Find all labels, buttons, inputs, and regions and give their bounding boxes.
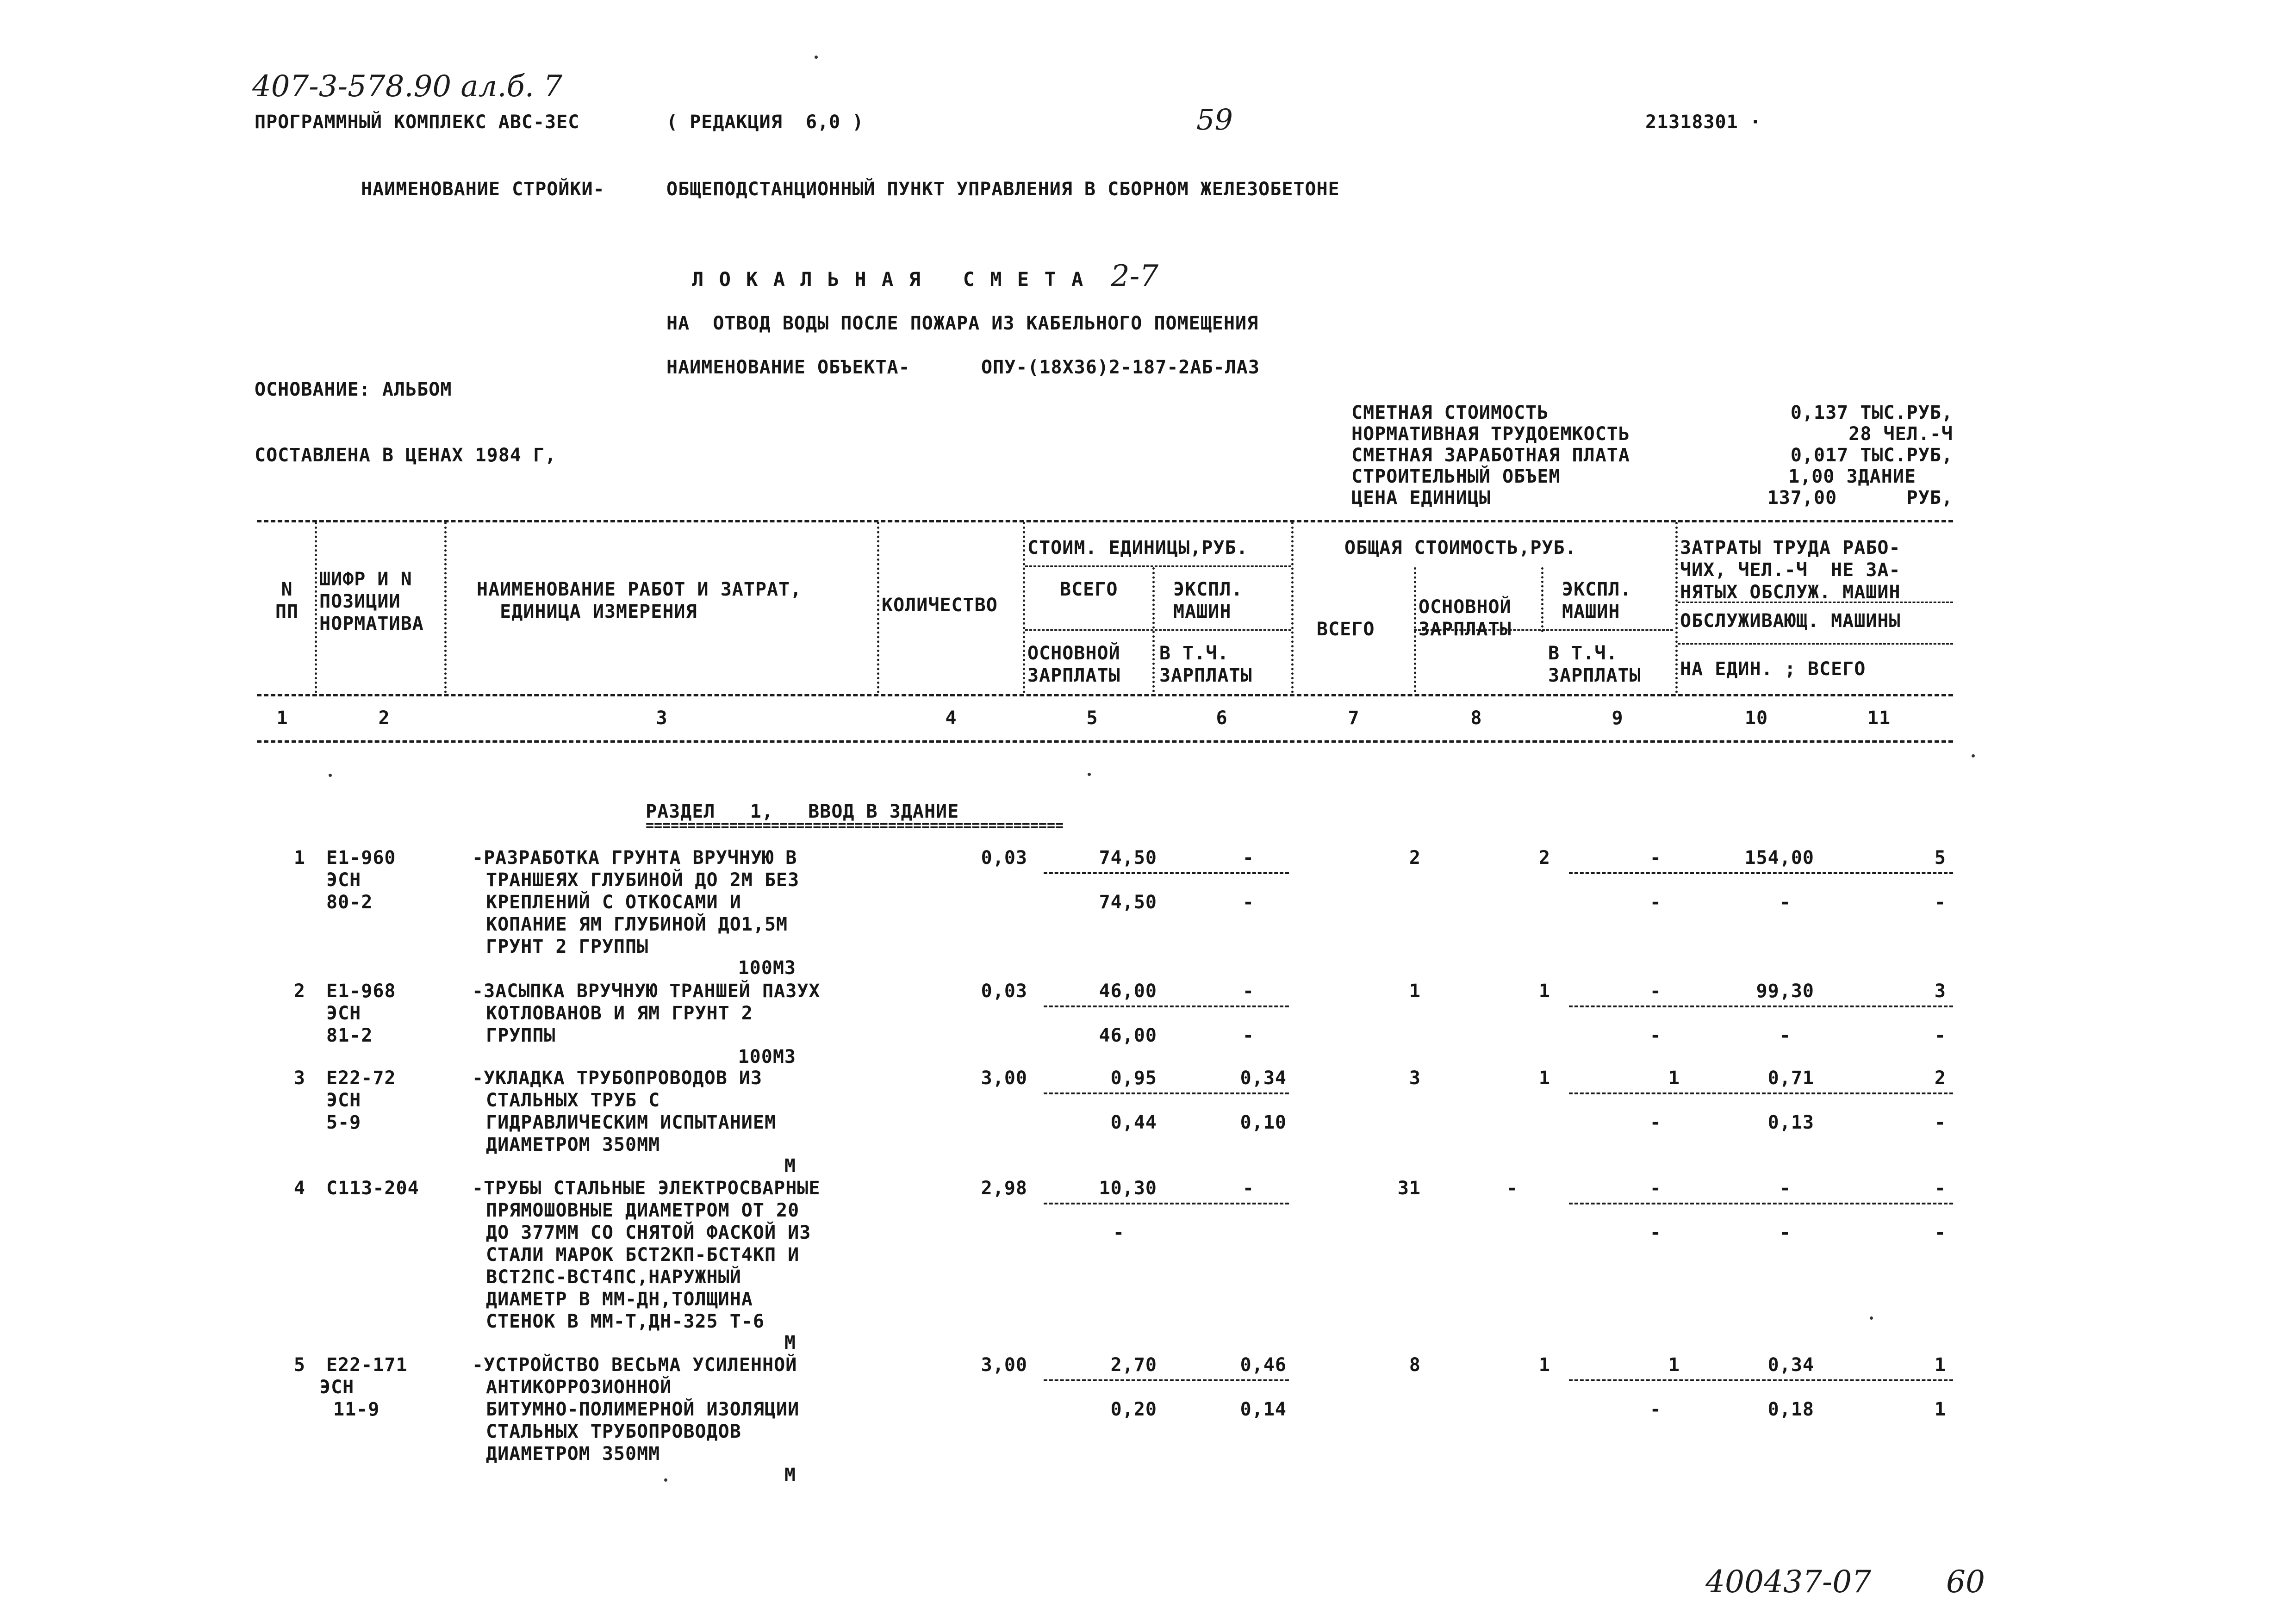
row-labor-total: 2 <box>1934 1068 1946 1089</box>
summary-label-labor: НОРМАТИВНАЯ ТРУДОЕМКОСТЬ <box>1351 423 1630 445</box>
row-total-cost-incl-wage: - <box>1649 1222 1661 1243</box>
row-code: Е22-72 <box>326 1068 396 1089</box>
row-description: -ТРУБЫ СТАЛЬНЫЕ ЭЛЕКТРОСВАРНЫЕ <box>472 1178 821 1199</box>
scan-speck <box>329 774 332 777</box>
row-description: -УКЛАДКА ТРУБОПРОВОДОВ ИЗ <box>472 1068 763 1089</box>
row-total-cost: 1 <box>1409 981 1421 1002</box>
row-total-cost-wage: 1 <box>1538 1068 1550 1089</box>
summary-label-unit-price: ЦЕНА ЕДИНИЦЫ <box>1351 487 1491 509</box>
scan-speck <box>1088 773 1091 776</box>
col-header-description: НАИМЕНОВАНИЕ РАБОТ И ЗАТРАТ, ЕДИНИЦА ИЗМЕРЕНИЯ <box>477 579 802 622</box>
row-total-cost-incl-wage: - <box>1649 1112 1661 1133</box>
row-labor-total: 1 <box>1934 1354 1946 1376</box>
estimate-title: Л О К А Л Ь Н А Я С М Е Т А <box>692 268 1085 291</box>
row-labor-per-unit: 154,00 <box>1744 847 1814 869</box>
row-description: ГРУНТ 2 ГРУППЫ <box>486 936 649 957</box>
row-total-cost-incl-wage: - <box>1649 892 1661 913</box>
row-description: СТАЛЬНЫХ ТРУБОПРОВОДОВ <box>486 1421 741 1442</box>
row-unit: М <box>784 1332 796 1353</box>
row-total-cost-wage: 1 <box>1538 981 1550 1002</box>
scan-speck <box>664 1478 667 1482</box>
row-description: КРЕПЛЕНИЙ С ОТКОСАМИ И <box>486 892 741 913</box>
row-labor-machines-total: 1 <box>1934 1399 1946 1420</box>
row-unit-cost-incl-wage: 0,10 <box>1240 1112 1287 1133</box>
summary-value-unit-price: 137,00 РУБ, <box>1767 487 1953 509</box>
row-code: ЭСН <box>326 869 361 891</box>
row-description: СТЕНОК В ММ-Т,ДН-325 Т-6 <box>486 1311 765 1332</box>
row-description: СТАЛИ МАРОК БСТ2КП-БСТ4КП И <box>486 1244 800 1266</box>
row-total-cost-wage: - <box>1506 1178 1518 1199</box>
col-header-total-cost-wage: ОСНОВНОЙ ЗАРПЛАТЫ <box>1419 596 1512 640</box>
row-quantity: 0,03 <box>981 847 1027 869</box>
handwritten-next-page: 60 <box>1946 1564 1985 1600</box>
row-labor-per-unit: - <box>1779 1178 1791 1199</box>
row-labor-machines-per-unit: - <box>1779 1025 1791 1046</box>
row-number: 1 <box>293 847 305 869</box>
row-description: ДИАМЕТР В ММ-ДН,ТОЛЩИНА <box>486 1289 753 1310</box>
row-labor-total: 3 <box>1934 981 1946 1002</box>
summary-label-volume: СТРОИТЕЛЬНЫЙ ОБЪЕМ <box>1351 466 1561 487</box>
row-labor-machines-total: - <box>1934 892 1946 913</box>
row-unit-cost-wage: 0,20 <box>1110 1399 1157 1420</box>
col-header-total-cost-total: ВСЕГО <box>1317 619 1375 640</box>
row-code: 81-2 <box>326 1025 373 1046</box>
col-header-total-cost-incl-wage: В Т.Ч. ЗАРПЛАТЫ <box>1548 643 1641 686</box>
row-description: ДИАМЕТРОМ 350ММ <box>486 1443 660 1465</box>
program-name: ПРОГРАММНЫЙ КОМПЛЕКС АВС-3ЕС <box>255 112 580 133</box>
row-code: С113-204 <box>326 1178 419 1199</box>
row-total-cost-wage: 1 <box>1538 1354 1550 1376</box>
row-description: -УСТРОЙСТВО ВЕСЬМА УСИЛЕННОЙ <box>472 1354 797 1376</box>
row-unit-cost-wage: 46,00 <box>1099 1025 1157 1046</box>
summary-label-cost: СМЕТНАЯ СТОИМОСТЬ <box>1351 402 1549 423</box>
row-quantity: 2,98 <box>981 1178 1027 1199</box>
row-unit-cost-total: 2,70 <box>1110 1354 1157 1376</box>
row-description: КОТЛОВАНОВ И ЯМ ГРУНТ 2 <box>486 1003 753 1024</box>
row-code: Е22-171 <box>326 1354 408 1376</box>
row-description: -РАЗРАБОТКА ГРУНТА ВРУЧНУЮ В <box>472 847 797 869</box>
row-labor-machines-total: - <box>1934 1112 1946 1133</box>
column-numbers-bottom-rule <box>257 740 1953 743</box>
row-labor-machines-per-unit: 0,18 <box>1767 1399 1814 1420</box>
row-code: 5-9 <box>326 1112 361 1133</box>
row-description: ДО 377ММ СО СНЯТОЙ ФАСКОЙ ИЗ <box>486 1222 811 1243</box>
row-total-cost: 8 <box>1409 1354 1421 1376</box>
col-number-10: 10 <box>1744 708 1768 729</box>
col-number-9: 9 <box>1612 708 1624 729</box>
row-unit-cost-wage: 74,50 <box>1099 892 1157 913</box>
summary-value-wage: 0,017 ТЫС.РУБ, <box>1790 445 1953 466</box>
row-code: Е1-960 <box>326 847 396 869</box>
col-header-total-cost-machines: ЭКСПЛ. МАШИН <box>1562 579 1632 622</box>
object-label: НАИМЕНОВАНИЕ ОБЪЕКТА- <box>666 357 910 378</box>
object-name: ОПУ-(18Х36)2-187-2АБ-ЛА3 <box>981 357 1260 378</box>
row-quantity: 0,03 <box>981 981 1027 1002</box>
row-labor-machines-total: - <box>1934 1025 1946 1046</box>
row-total-cost-machines: 1 <box>1668 1354 1680 1376</box>
row-unit: М <box>784 1465 796 1486</box>
col-header-total-cost: ОБЩАЯ СТОИМОСТЬ,РУБ. <box>1344 537 1577 559</box>
handwritten-album-code: 407-3-578.90 ал.б. 7 <box>252 69 563 104</box>
row-labor-machines-per-unit: - <box>1779 892 1791 913</box>
row-quantity: 3,00 <box>981 1354 1027 1376</box>
handwritten-archive-code: 400437-07 <box>1705 1564 1872 1600</box>
row-code: ЭСН <box>326 1090 361 1111</box>
row-unit-cost-wage: 0,44 <box>1110 1112 1157 1133</box>
row-unit-cost-machines: - <box>1242 981 1254 1002</box>
document-code: 21318301 · <box>1645 112 1761 133</box>
row-code: Е1-968 <box>326 981 396 1002</box>
row-total-cost: 2 <box>1409 847 1421 869</box>
col-header-unit-cost-wage: ОСНОВНОЙ ЗАРПЛАТЫ <box>1027 643 1120 686</box>
col-number-6: 6 <box>1216 708 1228 729</box>
scan-speck <box>815 56 818 59</box>
row-code: ЭСН <box>326 1003 361 1024</box>
program-edition: ( РЕДАКЦИЯ 6,0 ) <box>666 112 864 133</box>
summary-label-wage: СМЕТНАЯ ЗАРАБОТНАЯ ПЛАТА <box>1351 445 1630 466</box>
row-unit-cost-incl-wage: 0,14 <box>1240 1399 1287 1420</box>
col-number-8: 8 <box>1470 708 1482 729</box>
row-unit-cost-incl-wage: - <box>1242 892 1254 913</box>
row-total-cost-machines: 1 <box>1668 1068 1680 1089</box>
row-code: ЭСН <box>319 1377 355 1398</box>
col-header-quantity: КОЛИЧЕСТВО <box>882 595 998 616</box>
row-total-cost-machines: - <box>1649 847 1661 869</box>
row-code: 11-9 <box>333 1399 380 1420</box>
row-total-cost: 31 <box>1397 1178 1421 1199</box>
col-header-unit-cost: СТОИМ. ЕДИНИЦЫ,РУБ. <box>1027 537 1248 559</box>
row-description: ГИДРАВЛИЧЕСКИМ ИСПЫТАНИЕМ <box>486 1112 777 1133</box>
row-labor-per-unit: 0,71 <box>1767 1068 1814 1089</box>
summary-value-volume: 1,00 ЗДАНИЕ <box>1788 466 1916 487</box>
row-labor-machines-total: - <box>1934 1222 1946 1243</box>
row-labor-per-unit: 0,34 <box>1767 1354 1814 1376</box>
col-header-unit-cost-incl-wage: В Т.Ч. ЗАРПЛАТЫ <box>1159 643 1252 686</box>
row-description: ПРЯМОШОВНЫЕ ДИАМЕТРОМ ОТ 20 <box>486 1200 800 1221</box>
col-number-3: 3 <box>656 708 668 729</box>
row-description: КОПАНИЕ ЯМ ГЛУБИНОЙ ДО1,5М <box>486 914 788 935</box>
row-number: 5 <box>293 1354 305 1376</box>
construction-name: ОБЩЕПОДСТАНЦИОННЫЙ ПУНКТ УПРАВЛЕНИЯ В СБОРНОМ ЖЕЛЕЗОБЕТОНЕ <box>666 179 1340 200</box>
table-header-bottom-rule <box>257 694 1953 696</box>
price-level-text: СОСТАВЛЕНА В ЦЕНАХ 1984 Г, <box>255 445 557 466</box>
section-underline: ================================================== <box>646 818 1064 834</box>
basis-text: ОСНОВАНИЕ: АЛЬБОМ <box>255 379 452 400</box>
row-description: ВСТ2ПС-ВСТ4ПС,НАРУЖНЫЙ <box>486 1266 741 1288</box>
row-labor-machines-per-unit: 0,13 <box>1767 1112 1814 1133</box>
col-header-code: ШИФР И N ПОЗИЦИИ НОРМАТИВА <box>319 569 424 634</box>
row-unit-cost-machines: - <box>1242 1178 1254 1199</box>
row-description: СТАЛЬНЫХ ТРУБ С <box>486 1090 660 1111</box>
row-total-cost: 3 <box>1409 1068 1421 1089</box>
row-total-cost-machines: - <box>1649 981 1661 1002</box>
row-number: 3 <box>293 1068 305 1089</box>
section-title: РАЗДЕЛ 1, ВВОД В ЗДАНИЕ <box>646 801 959 822</box>
row-labor-machines-per-unit: - <box>1779 1222 1791 1243</box>
row-labor-total: - <box>1934 1178 1946 1199</box>
col-number-4: 4 <box>945 708 957 729</box>
row-unit-cost-total: 0,95 <box>1110 1068 1157 1089</box>
col-header-labor-machines: ОБСЛУЖИВАЮЩ. МАШИНЫ <box>1680 610 1901 632</box>
row-unit-cost-incl-wage: - <box>1242 1025 1254 1046</box>
row-description: БИТУМНО-ПОЛИМЕРНОЙ ИЗОЛЯЦИИ <box>486 1399 800 1420</box>
col-number-2: 2 <box>378 708 390 729</box>
handwritten-page-number: 59 <box>1196 103 1233 137</box>
row-number: 4 <box>293 1178 305 1199</box>
handwritten-estimate-number: 2-7 <box>1111 259 1159 293</box>
row-unit-cost-machines: 0,34 <box>1240 1068 1287 1089</box>
scan-speck <box>1870 1316 1873 1320</box>
estimate-subtitle: НА ОТВОД ВОДЫ ПОСЛЕ ПОЖАРА ИЗ КАБЕЛЬНОГО ПОМЕЩЕНИЯ <box>666 313 1259 334</box>
construction-label: НАИМЕНОВАНИЕ СТРОЙКИ- <box>361 179 605 200</box>
row-unit-cost-total: 10,30 <box>1099 1178 1157 1199</box>
col-number-11: 11 <box>1867 708 1891 729</box>
col-header-unit-cost-total: ВСЕГО <box>1060 579 1118 600</box>
col-number-7: 7 <box>1348 708 1360 729</box>
row-unit: 100М3 <box>738 957 796 979</box>
row-labor-total: 5 <box>1934 847 1946 869</box>
row-description: ДИАМЕТРОМ 350ММ <box>486 1134 660 1155</box>
row-unit-cost-total: 46,00 <box>1099 981 1157 1002</box>
row-unit: М <box>784 1155 796 1177</box>
row-total-cost-wage: 2 <box>1538 847 1550 869</box>
table-top-rule <box>257 520 1953 522</box>
row-quantity: 3,00 <box>981 1068 1027 1089</box>
col-header-unit-cost-machines: ЭКСПЛ. МАШИН <box>1173 579 1243 622</box>
summary-value-cost: 0,137 ТЫС.РУБ, <box>1790 402 1953 423</box>
col-header-labor-per-unit: НА ЕДИН. ; ВСЕГО <box>1680 658 1866 680</box>
row-total-cost-incl-wage: - <box>1649 1399 1661 1420</box>
col-header-number: N ПП <box>275 579 299 622</box>
row-unit-cost-machines: - <box>1242 847 1254 869</box>
row-labor-per-unit: 99,30 <box>1756 981 1814 1002</box>
col-header-labor: ЗАТРАТЫ ТРУДА РАБО- ЧИХ, ЧЕЛ.-Ч НЕ ЗА- НЯТЫХ ОБСЛУЖ. МАШИН <box>1680 537 1901 603</box>
row-total-cost-machines: - <box>1649 1178 1661 1199</box>
row-description: ГРУППЫ <box>486 1025 556 1046</box>
col-number-5: 5 <box>1086 708 1098 729</box>
row-total-cost-incl-wage: - <box>1649 1025 1661 1046</box>
row-number: 2 <box>293 981 305 1002</box>
row-unit: 100М3 <box>738 1046 796 1068</box>
row-description: -ЗАСЫПКА ВРУЧНУЮ ТРАНШЕЙ ПАЗУХ <box>472 981 821 1002</box>
summary-value-labor: 28 ЧЕЛ.-Ч <box>1848 423 1953 445</box>
row-unit-cost-total: 74,50 <box>1099 847 1157 869</box>
scan-speck <box>1972 754 1975 757</box>
row-description: АНТИКОРРОЗИОННОЙ <box>486 1377 672 1398</box>
row-description: ТРАНШЕЯХ ГЛУБИНОЙ ДО 2М БЕЗ <box>486 869 800 891</box>
col-number-1: 1 <box>276 708 288 729</box>
row-unit-cost-machines: 0,46 <box>1240 1354 1287 1376</box>
row-unit-cost-wage: - <box>1113 1222 1125 1243</box>
row-code: 80-2 <box>326 892 373 913</box>
